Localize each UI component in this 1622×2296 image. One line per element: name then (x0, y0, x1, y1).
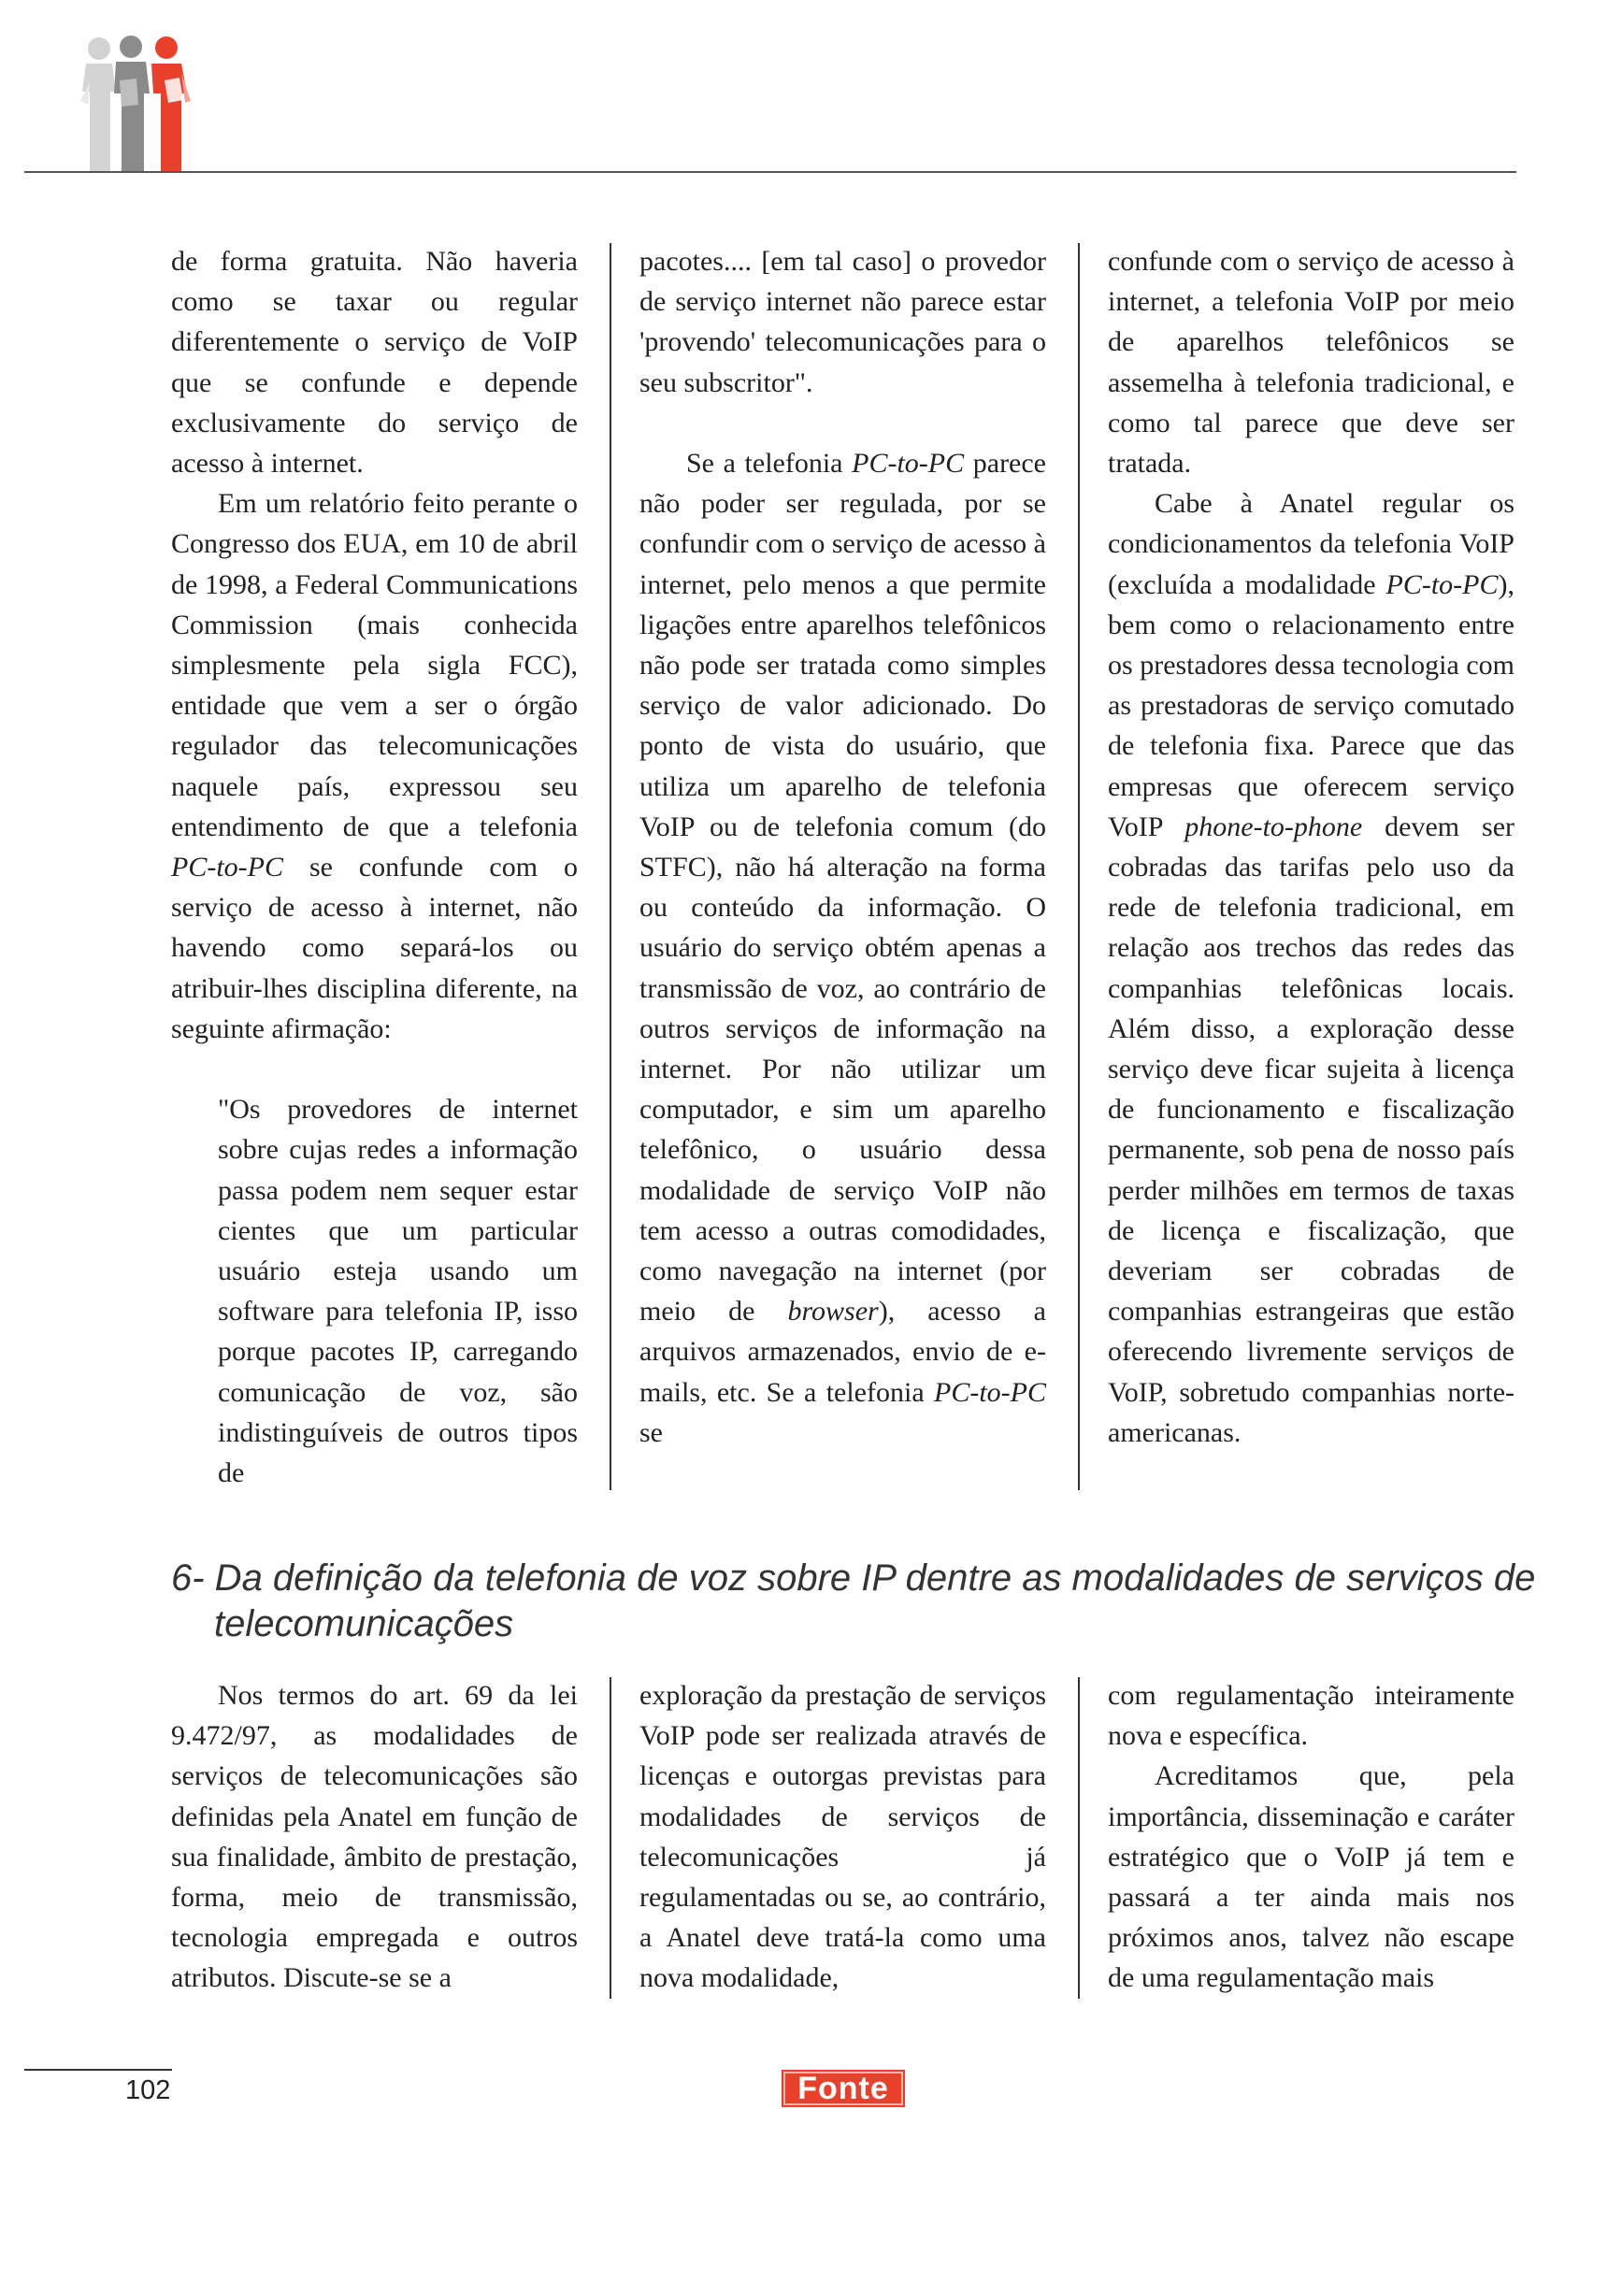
text-run: se (639, 1416, 663, 1448)
bottom-column-2 (639, 1675, 1046, 1999)
text-run: Cabe à Anatel regular os condicionamentos da telefonia VoIP (excluída a modalidade (1108, 488, 1514, 600)
italic-term: PC-to-PC (852, 448, 965, 479)
bottom-column-3 (1108, 1675, 1514, 1999)
page-number: 102 (125, 2075, 171, 2105)
section-heading: 6- Da definição da telefonia de voz sobre IP dentre as modalidades de serviços de telecomunicações (171, 1557, 1536, 1644)
paragraph: Acreditamos que, pela importância, disseminação e caráter estratégico que o VoIP já tem e passará a ter ainda mais nos próximos anos, talvez não escape de uma regulamentação mais (1108, 1760, 1514, 1994)
paragraph (171, 483, 578, 1049)
text-run: ), bem como o relacionamento entre os prestadores dessa tecnologia com as prestadoras de serviço comutado de telefonia fixa. Parece que das empresas que oferecem serviço VoIP (1108, 568, 1514, 842)
italic-term: PC-to-PC (171, 852, 283, 883)
footer-rule (24, 2069, 172, 2071)
text-run: se confunde com o serviço de acesso à internet, não havendo como separá-los ou atribuir-lhes disciplina diferente, na seguinte afirmação: (171, 852, 578, 1044)
paragraph: Nos termos do art. 69 da lei 9.472/97, as modalidades de serviços de telecomunicações são definidas pela Anatel em função de sua finalidade, âmbito de prestação, forma, meio de transmissão, tecnologia empregada e outros atributos. Discute-se se a (171, 1680, 578, 1994)
italic-term: phone-to-phone (1184, 811, 1363, 842)
paragraph (1108, 483, 1514, 1453)
italic-term: PC-to-PC (1385, 568, 1499, 600)
paragraph: de forma gratuita. Não haveria como se taxar ou regular diferentemente o serviço de VoIP que se confunde e depende exclusivamente do serviço de acesso à internet. (171, 246, 578, 480)
top-column-2 (639, 241, 1046, 1453)
fonte-logo-text: Fonte (797, 2071, 889, 2106)
text-run: ), acesso a arquivos armazenados, envio de e-mails, etc. Se a telefonia (639, 1296, 1046, 1408)
block-quote: "Os provedores de internet sobre cujas redes a informação passa podem nem sequer estar cientes que um particular usuário esteja usando um software para telefonia IP, isso porque pacotes IP, carregando comunicação de voz, são indistinguíveis de outros tipos de (218, 1094, 578, 1489)
three-people-icon (73, 36, 213, 176)
paragraph: confunde com o serviço de acesso à internet, a telefonia VoIP por meio de aparelhos telefônicos se assemelha à telefonia tradicional, e como tal parece que deve ser tratada. (1108, 246, 1514, 480)
header-rule (24, 171, 1516, 173)
column-divider (1078, 243, 1080, 1490)
paragraph: exploração da prestação de serviços VoIP pode ser realizada através de licenças e outorgas previstas para modalidades de serviços de telecomunicações já regulamentadas ou se, ao contrário, a Anatel deve tratá-la como uma nova modalidade, (639, 1680, 1046, 1994)
top-column-3 (1108, 241, 1514, 1453)
top-column-1 (171, 241, 578, 1493)
text-run: devem ser cobradas das tarifas pelo uso da rede de telefonia tradicional, em relação aos trechos das redes das companhias telefônicas locais. Além disso, a exploração desse serviço deve ficar sujeita à licença de funcionamento e fiscalização permanente, sob pena de nosso país perder milhões em termos de taxas de licença e fiscalização, que deveriam ser cobradas de companhias estrangeiras que estão oferecendo livremente serviços de VoIP, sobretudo companhias norte-americanas. (1108, 811, 1515, 1448)
italic-term: browser (787, 1296, 879, 1327)
text-run: Se a telefonia (686, 448, 843, 479)
paragraph: com regulamentação inteiramente nova e específica. (1108, 1680, 1514, 1752)
text-run: Em um relatório feito perante o Congresso dos EUA, em 10 de abril de 1998, a Federal Communications Commission (mais conhecida simplesmente pela sigla FCC), entidade que vem a ser o órgão regulador das telecomunicações naquele país, expressou seu entendimento de que a telefonia (171, 488, 578, 842)
paragraph: pacotes.... [em tal caso] o provedor de serviço internet não parece estar 'provendo' telecomunicações para o seu subscritor". (639, 246, 1046, 398)
text-run: parece não poder ser regulada, por se confundir com o serviço de acesso à internet, pelo menos a que permite ligações entre aparelhos telefônicos não pode ser tratada como simples serviço de valor adicionado. Do ponto de vista do usuário, que utiliza um aparelho de telefonia VoIP ou de telefonia comum (do STFC), não há alteração na forma ou conteúdo da informação. O usuário do serviço obtém apenas a transmissão de voz, ao contrário de outros serviços de informação na internet. Por não utilizar um computador, e sim um aparelho telefônico, o usuário dessa modalidade de serviço VoIP não tem acesso a outras comodidades, como navegação na internet (por meio de (639, 448, 1047, 1327)
bottom-column-1 (171, 1675, 578, 1999)
column-divider (1078, 1677, 1080, 1999)
column-divider (610, 243, 611, 1490)
paragraph (639, 443, 1046, 1453)
italic-term: PC-to-PC (934, 1376, 1047, 1408)
column-divider (610, 1677, 611, 1999)
